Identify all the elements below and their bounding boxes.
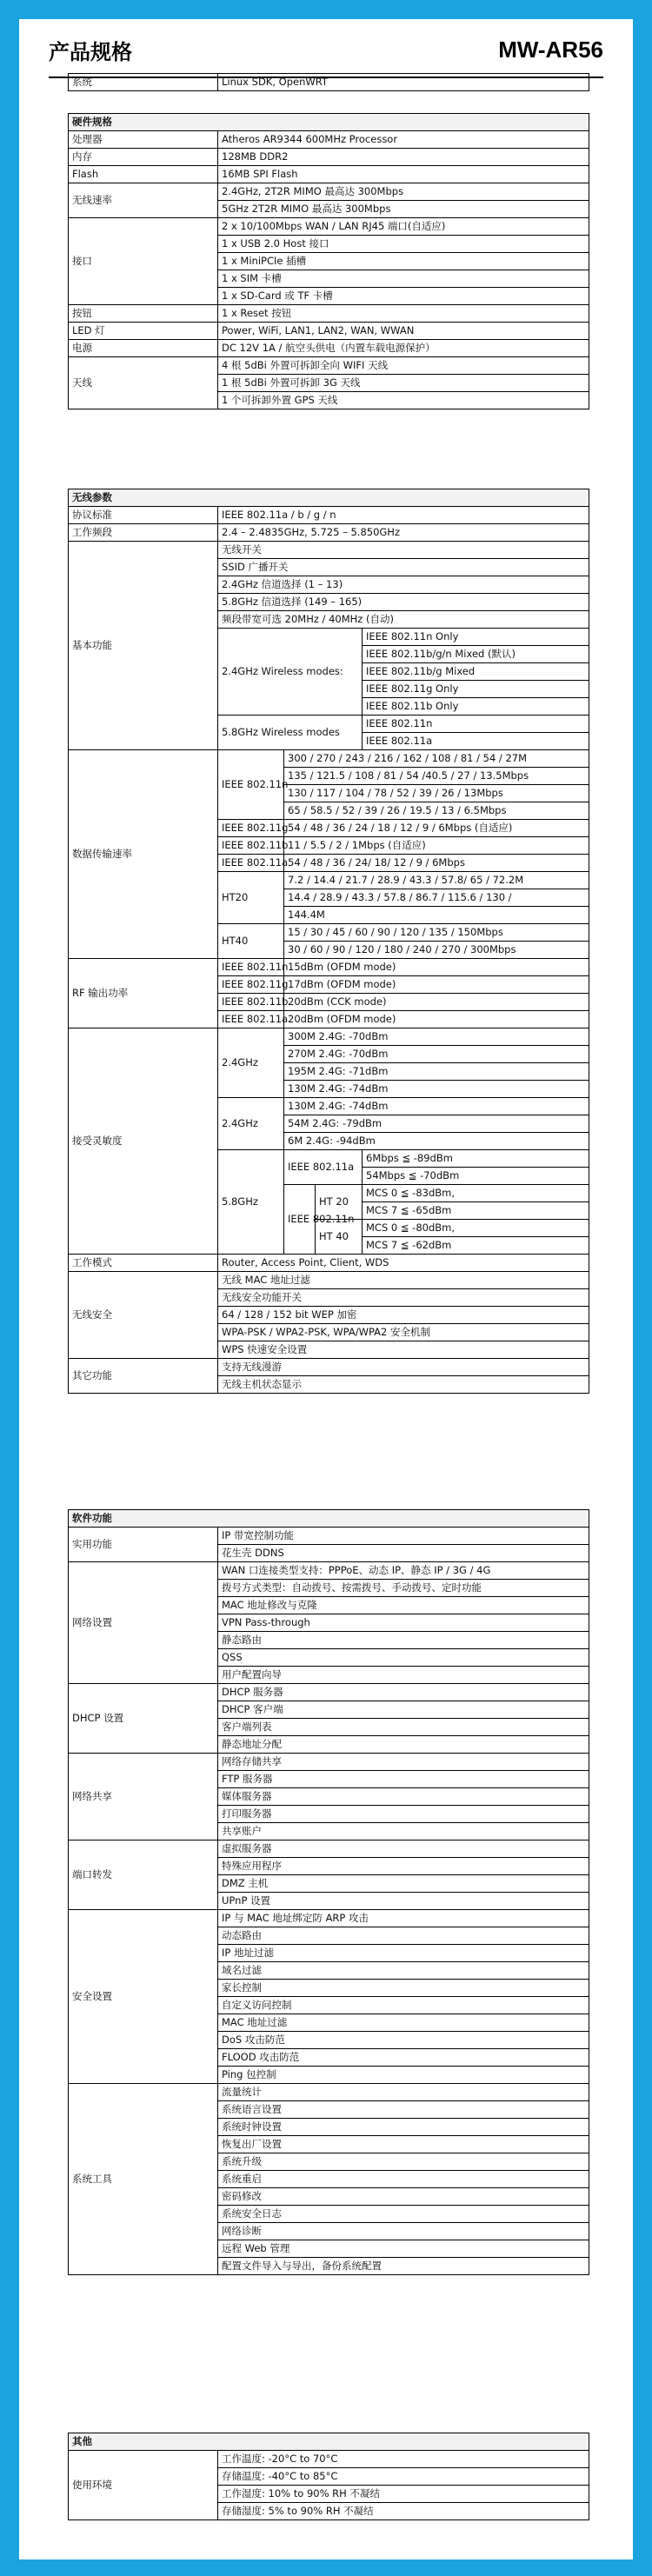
row-value: 130M 2.4G: -74dBm <box>284 1081 589 1098</box>
row-label: 协议标准 <box>69 507 218 524</box>
row-label: 无线速率 <box>69 183 218 218</box>
row-label: 工作模式 <box>69 1255 218 1272</box>
hardware-table <box>68 113 589 409</box>
row-label: 电源 <box>69 340 218 357</box>
row-value: 2.4GHz 信道选择 (1 – 13) <box>218 576 589 594</box>
row-value: 共享账户 <box>218 1823 589 1840</box>
row-label: 使用环境 <box>69 2451 218 2520</box>
section-title: 无线参数 <box>69 489 589 507</box>
wireless-table <box>68 489 589 1394</box>
environment-table <box>68 2433 589 2520</box>
row-value: 1 根 5dBi 外置可拆卸 3G 天线 <box>218 375 589 392</box>
section-title: 软件功能 <box>69 1510 589 1528</box>
row-value: SSID 广播开关 <box>218 559 589 576</box>
row-sublabel: 5.8GHz Wireless modes <box>218 716 363 750</box>
row-label: 实用功能 <box>69 1528 218 1562</box>
row-value: 1 x Reset 按钮 <box>218 305 589 323</box>
row-label: 安全设置 <box>69 1910 218 2084</box>
row-value: 1 个可拆卸外置 GPS 天线 <box>218 392 589 409</box>
row-value: UPnP 设置 <box>218 1893 589 1910</box>
row-value: 虚拟服务器 <box>218 1840 589 1858</box>
row-value: WPA-PSK / WPA2-PSK, WPA/WPA2 安全机制 <box>218 1324 589 1341</box>
row-value: IEEE 802.11b Only <box>363 698 589 716</box>
row-value: 54Mbps ≦ -70dBm <box>363 1168 589 1185</box>
table-row <box>69 1528 589 1545</box>
row-value: VPN Pass-through <box>218 1614 589 1632</box>
table-row <box>69 1562 589 1580</box>
row-value: 家长控制 <box>218 1980 589 1997</box>
row-value: 拨号方式类型：自动拨号、按需拨号、手动拨号、定时功能 <box>218 1580 589 1597</box>
row-value: 打印服务器 <box>218 1806 589 1823</box>
row-value: 54 / 48 / 36 / 24/ 18/ 12 / 9 / 6Mbps <box>284 855 589 872</box>
row-value: 300M 2.4G: -70dBm <box>284 1028 589 1046</box>
row-label: DHCP 设置 <box>69 1684 218 1754</box>
row-value: 工作湿度: 10% to 90% RH 不凝结 <box>218 2486 589 2503</box>
row-value: 6Mbps ≦ -89dBm <box>363 1150 589 1168</box>
row-value: 30 / 60 / 90 / 120 / 180 / 240 / 270 / 300Mbps <box>284 942 589 959</box>
table-row <box>69 1754 589 1771</box>
section-title: 其他 <box>69 2433 589 2451</box>
row-value: IEEE 802.11n Only <box>363 629 589 646</box>
row-value: IP 与 MAC 地址绑定防 ARP 攻击 <box>218 1910 589 1927</box>
row-sublabel: 2.4GHz <box>218 1028 284 1098</box>
row-label: 无线安全 <box>69 1272 218 1359</box>
row-value: 流量统计 <box>218 2084 589 2101</box>
page-header <box>49 26 603 78</box>
row-value: 频段带宽可选 20MHz / 40MHz (自动) <box>218 611 589 629</box>
row-value: 系统升级 <box>218 2153 589 2171</box>
row-value: Ping 包控制 <box>218 2067 589 2084</box>
row-value: 媒体服务器 <box>218 1788 589 1806</box>
row-value: 无线安全功能开关 <box>218 1289 589 1307</box>
row-value: 65 / 58.5 / 52 / 39 / 26 / 19.5 / 13 / 6.5Mbps <box>284 802 589 820</box>
row-label: LED 灯 <box>69 323 218 340</box>
row-value: 2.4GHz, 2T2R MIMO 最高达 300Mbps <box>218 183 589 201</box>
row-value: 无线主机状态显示 <box>218 1376 589 1394</box>
row-value: IEEE 802.11n <box>363 716 589 733</box>
row-value: MCS 7 ≦ -65dBm <box>363 1202 589 1220</box>
row-value: 7.2 / 14.4 / 21.7 / 28.9 / 43.3 / 57.8/ 65 / 72.2M <box>284 872 589 889</box>
row-value: 1 x SIM 卡槽 <box>218 270 589 288</box>
row-value: 远程 Web 管理 <box>218 2240 589 2258</box>
row-label: 数据传输速率 <box>69 750 218 959</box>
row-label: 基本功能 <box>69 542 218 750</box>
row-value: IEEE 802.11b/g Mixed <box>363 663 589 681</box>
row-value: 11 / 5.5 / 2 / 1Mbps (自适应) <box>284 837 589 855</box>
row-label: 处理器 <box>69 131 218 149</box>
row-value: MAC 地址修改与克隆 <box>218 1597 589 1614</box>
row-value: 用户配置向导 <box>218 1667 589 1684</box>
row-value: Atheros AR9344 600MHz Processor <box>218 131 589 149</box>
row-sublabel: 2.4GHz Wireless modes: <box>218 629 363 716</box>
row-value: 网络诊断 <box>218 2223 589 2240</box>
row-value: IEEE 802.11a / b / g / n <box>218 507 589 524</box>
row-value: 动态路由 <box>218 1927 589 1945</box>
row-label: 其它功能 <box>69 1359 218 1394</box>
row-value: 系统时钟设置 <box>218 2119 589 2136</box>
row-sublabel: HT 40 <box>316 1220 363 1255</box>
row-sublabel: IEEE 802.11g <box>218 820 284 837</box>
row-value: DC 12V 1A / 航空头供电（内置车载电源保护） <box>218 340 589 357</box>
row-value: 无线开关 <box>218 542 589 559</box>
row-value: 密码修改 <box>218 2188 589 2206</box>
row-label: 端口转发 <box>69 1840 218 1910</box>
row-value: DHCP 服务器 <box>218 1684 589 1701</box>
row-label: 接口 <box>69 218 218 305</box>
row-value: 195M 2.4G: -71dBm <box>284 1063 589 1081</box>
row-value: 144.4M <box>284 907 589 924</box>
row-value: 15dBm (OFDM mode) <box>284 959 589 976</box>
row-sublabel: HT20 <box>218 872 284 924</box>
row-value: 14.4 / 28.9 / 43.3 / 57.8 / 86.7 / 115.6 / 130 / <box>284 889 589 907</box>
page-title: 产品规格 <box>49 40 132 64</box>
row-value: 135 / 121.5 / 108 / 81 / 54 /40.5 / 27 / 13.5Mbps <box>284 768 589 785</box>
row-label: 系统 <box>69 74 218 91</box>
row-value: 系统语言设置 <box>218 2101 589 2119</box>
row-value: Power, WiFi, LAN1, LAN2, WAN, WWAN <box>218 323 589 340</box>
row-value: MAC 地址过滤 <box>218 2014 589 2032</box>
row-value: 配置文件导入与导出，备份系统配置 <box>218 2258 589 2275</box>
row-value: 16MB SPI Flash <box>218 166 589 183</box>
row-value: 自定义访问控制 <box>218 1997 589 2014</box>
row-value: MCS 0 ≦ -83dBm, <box>363 1185 589 1202</box>
software-table <box>68 1509 589 2275</box>
row-value: 存储湿度: 5% to 90% RH 不凝结 <box>218 2503 589 2520</box>
row-sublabel: IEEE 802.11a <box>284 1150 363 1185</box>
row-value: 1 x MiniPCIe 插槽 <box>218 253 589 270</box>
row-value: DMZ 主机 <box>218 1875 589 1893</box>
row-value: 130M 2.4G: -74dBm <box>284 1098 589 1115</box>
row-label: 按钮 <box>69 305 218 323</box>
row-value: QSS <box>218 1649 589 1667</box>
row-value: Linux SDK, OpenWRT <box>218 74 589 91</box>
row-sublabel: HT 20 <box>316 1185 363 1220</box>
row-value: 域名过滤 <box>218 1962 589 1980</box>
row-value: 花生壳 DDNS <box>218 1545 589 1562</box>
row-value: 15 / 30 / 45 / 60 / 90 / 120 / 135 / 150Mbps <box>284 924 589 942</box>
row-value: 128MB DDR2 <box>218 149 589 166</box>
table-row <box>69 2084 589 2101</box>
row-value: 2 x 10/100Mbps WAN / LAN RJ45 端口(自适应) <box>218 218 589 236</box>
row-label: 内存 <box>69 149 218 166</box>
row-value: 4 根 5dBi 外置可拆卸全向 WIFI 天线 <box>218 357 589 375</box>
row-value: 无线 MAC 地址过滤 <box>218 1272 589 1289</box>
row-label: 网络共享 <box>69 1754 218 1840</box>
row-value: 1 x USB 2.0 Host 接口 <box>218 236 589 253</box>
table-row <box>69 74 589 91</box>
row-value: IP 带宽控制功能 <box>218 1528 589 1545</box>
row-value: 网络存储共享 <box>218 1754 589 1771</box>
row-value: DHCP 客户端 <box>218 1701 589 1719</box>
row-value: Router, Access Point, Client, WDS <box>218 1255 589 1272</box>
row-sublabel: IEEE 802.11a <box>218 855 284 872</box>
row-value: IP 地址过滤 <box>218 1945 589 1962</box>
section-title: 硬件规格 <box>69 114 589 131</box>
row-value: DoS 攻击防范 <box>218 2032 589 2049</box>
row-sublabel: IEEE 802.11a <box>218 1011 284 1028</box>
row-sublabel: 5.8GHz <box>218 1150 284 1255</box>
row-label: 工作频段 <box>69 524 218 542</box>
row-value: FTP 服务器 <box>218 1771 589 1788</box>
row-value: 20dBm (OFDM mode) <box>284 1011 589 1028</box>
row-sublabel: IEEE 802.11n <box>218 959 284 976</box>
row-sublabel: 2.4GHz <box>218 1098 284 1150</box>
row-value: 特殊应用程序 <box>218 1858 589 1875</box>
row-label: RF 输出功率 <box>69 959 218 1028</box>
row-value: 静态地址分配 <box>218 1736 589 1754</box>
row-value: 支持无线漫游 <box>218 1359 589 1376</box>
row-sublabel: IEEE 802.11g <box>218 976 284 994</box>
row-value: 2.4 – 2.4835GHz, 5.725 – 5.850GHz <box>218 524 589 542</box>
row-value: 客户端列表 <box>218 1719 589 1736</box>
row-value: 恢复出厂设置 <box>218 2136 589 2153</box>
system-table <box>68 73 589 91</box>
row-sublabel: IEEE 802.11n <box>284 1185 316 1255</box>
row-value: 6M 2.4G: -94dBm <box>284 1133 589 1150</box>
row-value: 5GHz 2T2R MIMO 最高达 300Mbps <box>218 201 589 218</box>
row-value: WPS 快速安全设置 <box>218 1341 589 1359</box>
row-label: 网络设置 <box>69 1562 218 1684</box>
row-value: 20dBm (CCK mode) <box>284 994 589 1011</box>
row-value: 300 / 270 / 243 / 216 / 162 / 108 / 81 / 54 / 27M <box>284 750 589 768</box>
row-label: 接受灵敏度 <box>69 1028 218 1255</box>
row-value: 54 / 48 / 36 / 24 / 18 / 12 / 9 / 6Mbps (自适应) <box>284 820 589 837</box>
row-value: 系统安全日志 <box>218 2206 589 2223</box>
row-label: 系统工具 <box>69 2084 218 2275</box>
row-label: Flash <box>69 166 218 183</box>
row-value: 64 / 128 / 152 bit WEP 加密 <box>218 1307 589 1324</box>
row-value: 1 x SD-Card 或 TF 卡槽 <box>218 288 589 305</box>
row-sublabel: HT40 <box>218 924 284 959</box>
row-value: FLOOD 攻击防范 <box>218 2049 589 2067</box>
row-value: IEEE 802.11a <box>363 733 589 750</box>
row-value: 系统重启 <box>218 2171 589 2188</box>
table-row <box>69 1910 589 1927</box>
table-row <box>69 1840 589 1858</box>
row-value: WAN 口连接类型支持：PPPoE、动态 IP、静态 IP / 3G / 4G <box>218 1562 589 1580</box>
row-sublabel: IEEE 802.11b <box>218 994 284 1011</box>
row-value: IEEE 802.11b/g/n Mixed (默认) <box>363 646 589 663</box>
row-value: 5.8GHz 信道选择 (149 – 165) <box>218 594 589 611</box>
row-value: 270M 2.4G: -70dBm <box>284 1046 589 1063</box>
row-value: 存储温度: -40°C to 85°C <box>218 2468 589 2486</box>
table-row <box>69 1684 589 1701</box>
row-value: 工作温度: -20°C to 70°C <box>218 2451 589 2468</box>
row-value: 130 / 117 / 104 / 78 / 52 / 39 / 26 / 13Mbps <box>284 785 589 802</box>
row-label: 天线 <box>69 357 218 409</box>
row-value: MCS 0 ≦ -80dBm, <box>363 1220 589 1237</box>
row-value: 静态路由 <box>218 1632 589 1649</box>
row-sublabel: IEEE 802.11n <box>218 750 284 820</box>
row-value: IEEE 802.11g Only <box>363 681 589 698</box>
row-value: 17dBm (OFDM mode) <box>284 976 589 994</box>
row-value: MCS 7 ≦ -62dBm <box>363 1237 589 1255</box>
model-name: MW-AR56 <box>498 37 603 63</box>
row-sublabel: IEEE 802.11b <box>218 837 284 855</box>
row-value: 54M 2.4G: -79dBm <box>284 1115 589 1133</box>
